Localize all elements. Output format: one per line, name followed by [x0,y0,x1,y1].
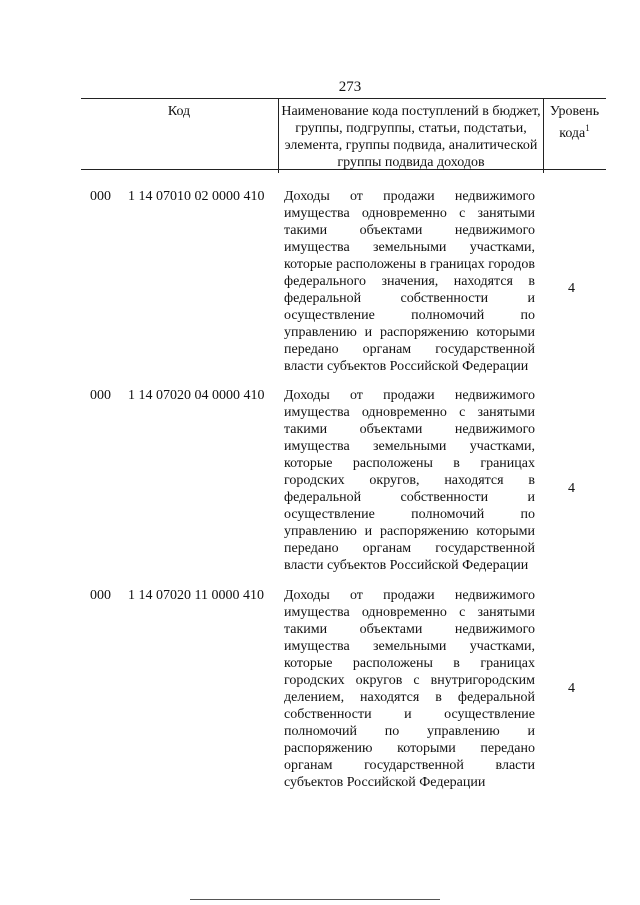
row-code: 1 14 07020 04 0000 410 [128,388,265,403]
header-name: Наименование кода поступлений в бюджет, группы, подгруппы, статьи, подстатьи, элемента, группы подвида, аналитической группы подвида доходов [278,99,544,173]
bottom-divider [190,899,440,900]
row-prefix: 000 [90,189,111,204]
header-code: Код [167,104,191,119]
page-number: 273 [338,79,362,95]
row-prefix: 000 [90,588,111,603]
row-level: 4 [568,281,575,296]
row-code: 1 14 07010 02 0000 410 [128,189,265,204]
row-prefix: 000 [90,388,111,403]
row-description: Доходы от продажи недвижимого имущества одновременно с занятыми такими объектами недвижимого имущества земельными участками, которые расположены в границах городских округов с внутригородским делением, находятся в федеральной собственности и осуществление полномочий по управлению и распоряжению которыми передано органам государственной власти субъектов Российской Федерации [284,588,535,790]
row-code: 1 14 07020 11 0000 410 [128,588,264,603]
header-level-footnote: 1 [585,123,590,133]
table-header [81,98,606,170]
row-level: 4 [568,481,575,496]
header-level-label: Уровень кода [549,104,600,141]
row-level: 4 [568,681,575,696]
header-level [543,99,606,173]
row-description: Доходы от продажи недвижимого имущества одновременно с занятыми такими объектами недвижимого имущества земельными участками, которые расположены в границах городов федерального значения, находятся в федеральной собственности и осуществление полномочий по управлению и распоряжению которыми передано органам государственной власти субъектов Российской Федерации [284,189,535,374]
row-description: Доходы от продажи недвижимого имущества одновременно с занятыми такими объектами недвижимого имущества земельными участками, которые расположены в границах городских округов, находятся в федеральной собственности и осуществление полномочий по управлению и распоряжению которыми передано органам государственной власти субъектов Российской Федерации [284,388,535,573]
